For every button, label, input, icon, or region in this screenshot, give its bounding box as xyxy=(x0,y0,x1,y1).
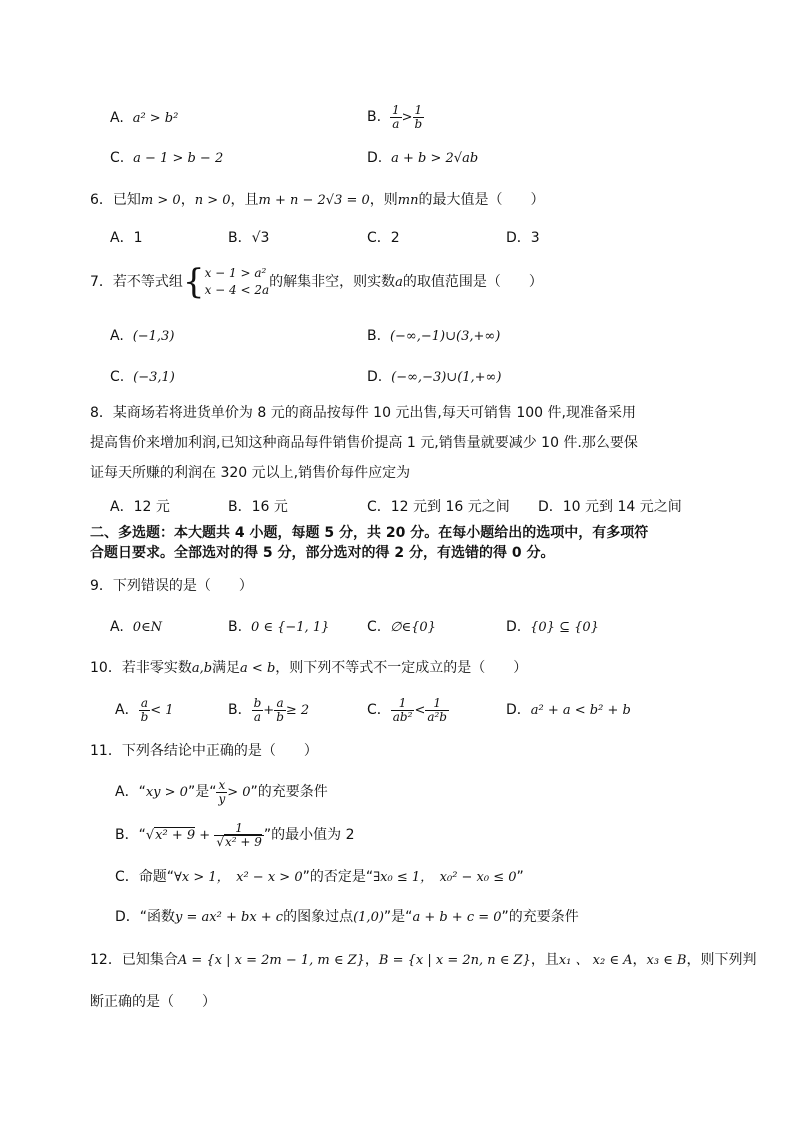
q5-option-c-math: a − 1 > b − 2 xyxy=(133,151,224,166)
section2-heading-line2: 合题日要求。全部选对的得 5 分，部分选对的得 2 分，有选错的得 0 分。 xyxy=(90,545,555,561)
q9-stem: 9．下列错误的是（ ） xyxy=(90,578,253,594)
q11-option-d: D．“函数y = ax² + bx + c的图象过点(1,0)”是“a + b + c = 0”的充要条件 xyxy=(115,909,579,925)
q10-stem: 10．若非零实数a,b满足a < b，则下列不等式不一定成立的是（ ） xyxy=(90,660,528,676)
q8-stem-line3: 证每天所赚的利润在 320 元以上,销售价每件应定为 xyxy=(90,465,411,481)
q10-option-b: B． $\frac{b}{a}$ + $\frac{a}{b}$ ≥ 2 xyxy=(228,695,310,724)
q10-option-d: D．a² + a < b² + b xyxy=(506,702,631,718)
q6-option-d: D．3 xyxy=(506,230,540,246)
q11-option-b: B．“√x² + 9 + $\frac{1}{\text{√x² + 9}}$ ”的最小值为 2 xyxy=(115,820,355,849)
q7-system: x − 1 > a² x − 4 < 2a xyxy=(204,266,270,297)
q7-stem: 7．若不等式组{ x − 1 > a² x − 4 < 2a 的解集非空，则实数a的取值范围是（ ） xyxy=(90,262,543,302)
q10-option-c: C． $\frac{1}{\text{ab²}}$ < $\frac{1}{\text{a²b}}$ xyxy=(367,695,447,724)
q7-option-d: D. (−∞,−3)∪(1,+∞) xyxy=(367,369,502,385)
q7-option-b: B. (−∞,−1)∪(3,+∞) xyxy=(367,328,501,344)
q8-option-b: B．16 元 xyxy=(228,499,288,515)
section2-heading-line1: 二、多选题：本大题共 4 小题，每题 5 分，共 20 分。在每小题给出的选项中，有多项符 xyxy=(90,525,649,541)
q10-option-a: A． $\frac{a}{b}$ < 1 xyxy=(115,695,174,724)
q8-option-c: C．12 元到 16 元之间 xyxy=(367,499,510,515)
q11-option-a: A．“xy > 0”是“ $\frac{x}{y}$ > 0”的充要条件 xyxy=(115,777,328,806)
q6-stem: 6．已知m > 0，n > 0，且m + n − 2√3 = 0，则mn的最大值是（ ） xyxy=(90,192,545,208)
q11-option-c: C．命题“∀x > 1， x² − x > 0”的否定是“∃x₀ ≤ 1， x₀² − x₀ ≤ 0” xyxy=(115,869,524,885)
q7-option-a: A. (−1,3) xyxy=(110,328,175,344)
q11-stem: 11．下列各结论中正确的是（ ） xyxy=(90,743,318,759)
q5-option-d: D. a + b > 2√ab xyxy=(367,150,479,166)
q5-option-d-math: a + b > 2√ab xyxy=(391,151,479,166)
q5-option-c: C. a − 1 > b − 2 xyxy=(110,150,224,166)
q6-option-b: B．√3 xyxy=(228,230,270,246)
q5-option-a: A. a² > b² xyxy=(110,110,179,126)
q9-option-c: C. ∅∈{0} xyxy=(367,619,436,635)
q8-option-d: D．10 元到 14 元之间 xyxy=(538,499,682,515)
q7-system-brace: { xyxy=(182,262,205,302)
q12-stem-line1: 12．已知集合A = {x | x = 2m − 1, m ∈ Z}，B = {x | x = 2n, n ∈ Z}，且x₁ 、 x₂ ∈ A，x₃ ∈ B，则下列判 xyxy=(90,952,757,968)
q9-option-a: A. 0∈N xyxy=(110,619,162,635)
q9-option-b: B. 0 ∈ {−1, 1} xyxy=(228,619,330,635)
q8-stem-line2: 提高售价来增加利润,已知这种商品每件销售价提高 1 元,销售量就要减少 10 件.那么要保 xyxy=(90,435,638,451)
q6-option-c: C．2 xyxy=(367,230,400,246)
q5-option-b-frac-left: $\frac{1}{a}$ xyxy=(391,102,400,131)
q8-option-a: A．12 元 xyxy=(110,499,170,515)
q7-option-c: C. (−3,1) xyxy=(110,369,175,385)
q9-option-d: D. {0} ⊆ {0} xyxy=(506,619,599,635)
q12-stem-line2: 断正确的是（ ） xyxy=(90,994,216,1010)
q8-stem-line1: 8．某商场若将进货单价为 8 元的商品按每件 10 元出售,每天可销售 100 件,现准备采用 xyxy=(90,405,636,421)
q5-option-a-math: a² > b² xyxy=(132,111,179,126)
q5-option-b: B. $\frac{1}{a}$ > $\frac{1}{b}$ xyxy=(367,102,423,131)
q5-option-b-frac-right: $\frac{1}{b}$ xyxy=(414,102,423,131)
q6-option-a: A．1 xyxy=(110,230,143,246)
